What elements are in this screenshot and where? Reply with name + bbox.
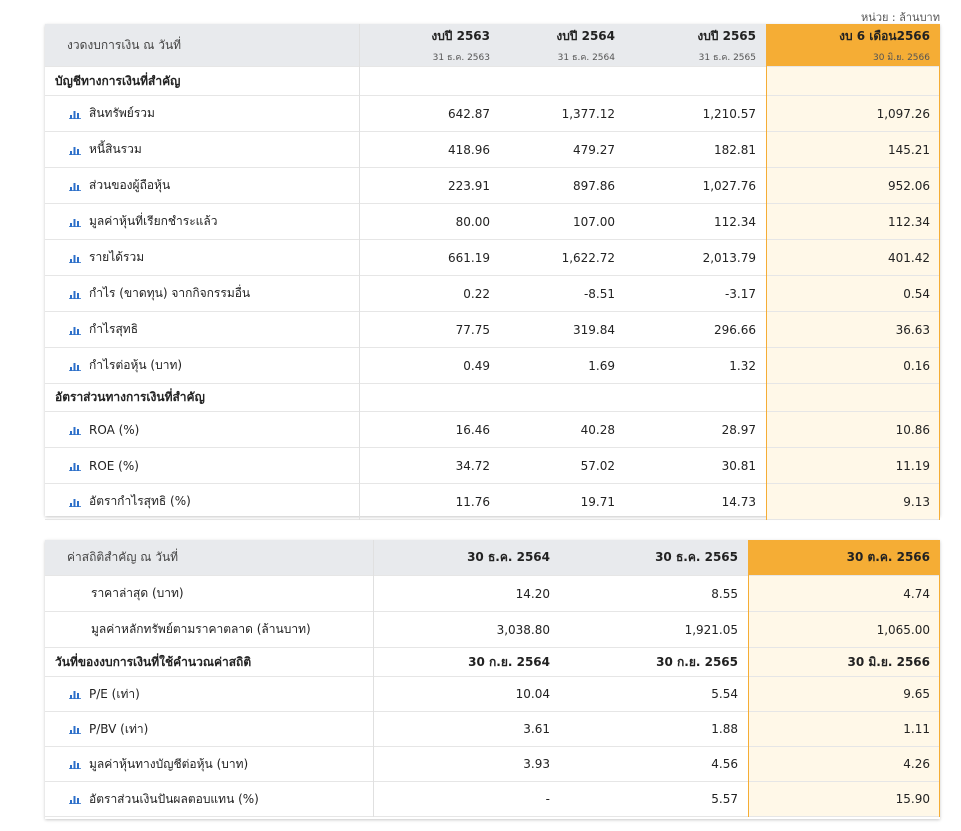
value-cell: 4.74	[748, 576, 940, 611]
table-row	[45, 96, 940, 132]
table-row	[45, 677, 940, 712]
value-cell: 3,038.80	[496, 622, 550, 637]
column-header	[359, 24, 500, 66]
value-cell: 10.04	[515, 687, 550, 701]
column-header: 30 ธ.ค. 2564	[467, 550, 550, 564]
highlight-edge	[748, 540, 749, 817]
column-period: งบปี 2563	[431, 28, 490, 43]
table-row	[45, 348, 940, 384]
row-label	[45, 448, 359, 483]
value-cell: -8.51	[583, 286, 615, 301]
row-label-text[interactable]: สินทรัพย์รวม	[89, 106, 155, 120]
bar-chart-icon[interactable]	[69, 724, 81, 734]
financial-statement-table	[45, 24, 940, 516]
row-label	[45, 484, 359, 519]
value-cell: 40.28	[580, 422, 615, 437]
row-label-text[interactable]: รายได้รวม	[89, 250, 145, 264]
value-cell: 319.84	[573, 322, 615, 337]
value-cell: 36.63	[766, 312, 940, 347]
row-label-text[interactable]: อัตรากำไรสุทธิ (%)	[89, 494, 191, 508]
bar-chart-icon[interactable]	[69, 181, 81, 191]
row-label	[45, 712, 373, 746]
section-title: วันที่ของงบการเงินที่ใช้คำนวณค่าสถิติ	[55, 654, 252, 669]
value-cell: 1,065.00	[748, 612, 940, 647]
value-cell: 897.86	[573, 178, 615, 193]
row-label-text[interactable]: ส่วนของผู้ถือหุ้น	[89, 178, 171, 192]
value-cell: 0.16	[766, 348, 940, 383]
value-cell: 34.72	[455, 458, 490, 473]
value-cell: 2,013.79	[702, 250, 756, 265]
value-cell: 661.19	[448, 250, 490, 265]
value-cell: 112.34	[714, 214, 756, 229]
value-cell: 1,027.76	[702, 178, 756, 193]
row-label-text[interactable]: หนี้สินรวม	[89, 142, 142, 156]
row-label-text[interactable]: กำไร (ขาดทุน) จากกิจกรรมอื่น	[89, 286, 251, 300]
row-label-text[interactable]: กำไรต่อหุ้น (บาท)	[89, 358, 183, 372]
bar-chart-icon[interactable]	[69, 253, 81, 263]
value-cell: 11.19	[766, 448, 940, 483]
value-cell: 14.73	[721, 494, 756, 509]
bar-chart-icon[interactable]	[69, 461, 81, 471]
row-label	[45, 96, 359, 131]
column-divider	[373, 540, 374, 817]
table-row	[45, 204, 940, 240]
row-label	[45, 240, 359, 275]
value-cell: -	[545, 792, 550, 806]
value-cell: 10.86	[766, 412, 940, 447]
value-cell: 28.97	[721, 422, 756, 437]
column-period: งบปี 2565	[697, 28, 756, 43]
unit-label: หน่วย : ล้านบาท	[861, 11, 940, 24]
row-label-text[interactable]: P/E (เท่า)	[89, 686, 140, 701]
row-label: มูลค่าหลักทรัพย์ตามราคาตลาด (ล้านบาท)	[91, 622, 311, 636]
row-label-text[interactable]: P/BV (เท่า)	[89, 721, 149, 736]
value-cell: 19.71	[580, 494, 615, 509]
column-period: งบ 6 เดือน2566	[839, 28, 930, 43]
column-header: 30 ธ.ค. 2565	[655, 550, 738, 564]
row-label	[45, 276, 359, 311]
row-label-text[interactable]: อัตราส่วนเงินปันผลตอบแทน (%)	[89, 791, 259, 806]
value-cell: 1,210.57	[702, 106, 756, 121]
value-cell: 1.88	[711, 722, 738, 736]
table-row	[45, 612, 940, 648]
row-label	[45, 312, 359, 347]
row-label-text[interactable]: กำไรสุทธิ	[89, 322, 139, 336]
table-header	[45, 540, 940, 576]
value-cell: 9.65	[748, 677, 940, 711]
bar-chart-icon[interactable]	[69, 361, 81, 371]
column-header	[766, 24, 940, 66]
value-cell: 1,622.72	[561, 250, 615, 265]
value-cell: 3.61	[523, 722, 550, 736]
bar-chart-icon[interactable]	[69, 759, 81, 769]
section-row	[45, 648, 940, 677]
column-header: 30 ต.ค. 2566	[748, 540, 940, 575]
table-row	[45, 712, 940, 747]
value-cell: 479.27	[573, 142, 615, 157]
column-divider	[359, 24, 360, 520]
value-cell: 1.32	[729, 358, 756, 373]
value-cell: 4.26	[748, 747, 940, 781]
section-value: 30 ก.ย. 2564	[468, 654, 550, 669]
value-cell: 401.42	[766, 240, 940, 275]
value-cell: 296.66	[714, 322, 756, 337]
value-cell: 1,097.26	[766, 96, 940, 131]
value-cell: 3.93	[523, 757, 550, 771]
table-row	[45, 747, 940, 782]
value-cell: 11.76	[455, 494, 490, 509]
column-header	[500, 24, 625, 66]
row-label	[45, 412, 359, 447]
bar-chart-icon[interactable]	[69, 217, 81, 227]
table-header	[45, 24, 940, 67]
table-row	[45, 576, 940, 612]
highlight-edge	[766, 24, 767, 520]
row-label	[45, 168, 359, 203]
row-label	[45, 204, 359, 239]
table-row	[45, 782, 940, 817]
value-cell: 9.13	[766, 484, 940, 519]
value-cell: 4.56	[711, 757, 738, 771]
value-cell: 15.90	[748, 782, 940, 816]
bar-chart-icon[interactable]	[69, 109, 81, 119]
highlight-cell	[766, 67, 940, 95]
row-label-text[interactable]: ROA (%)	[89, 422, 140, 437]
column-period: งบปี 2564	[556, 28, 615, 43]
table-row	[45, 276, 940, 312]
column-date: 31 ธ.ค. 2565	[698, 52, 756, 63]
value-cell: 30.81	[721, 458, 756, 473]
highlight-edge	[939, 24, 940, 520]
value-cell: 223.91	[448, 178, 490, 193]
value-cell: 16.46	[455, 422, 490, 437]
row-label-text[interactable]: ROE (%)	[89, 458, 139, 473]
row-label	[45, 348, 359, 383]
value-cell: 145.21	[766, 132, 940, 167]
value-cell: 77.75	[455, 322, 490, 337]
bar-chart-icon[interactable]	[69, 145, 81, 155]
table-row	[45, 484, 940, 520]
column-header	[625, 24, 766, 66]
value-cell: 5.54	[711, 687, 738, 701]
value-cell: 1.69	[588, 358, 615, 373]
row-label-text[interactable]: มูลค่าหุ้นที่เรียกชำระแล้ว	[89, 214, 218, 228]
header-title: งวดงบการเงิน ณ วันที่	[67, 37, 182, 52]
column-date: 30 มิ.ย. 2566	[872, 52, 930, 63]
row-label	[45, 132, 359, 167]
row-label	[45, 677, 373, 711]
highlight-edge	[939, 540, 940, 817]
row-label	[45, 782, 373, 816]
value-cell: 952.06	[766, 168, 940, 203]
header-title: ค่าสถิติสำคัญ ณ วันที่	[67, 550, 179, 564]
value-cell: 642.87	[448, 106, 490, 121]
section-row	[45, 384, 940, 412]
bar-chart-icon[interactable]	[69, 425, 81, 435]
value-cell: 418.96	[448, 142, 490, 157]
section-row	[45, 67, 940, 96]
value-cell: 0.54	[766, 276, 940, 311]
bar-chart-icon[interactable]	[69, 325, 81, 335]
highlight-cell	[766, 384, 940, 411]
row-label: ราคาล่าสุด (บาท)	[91, 586, 184, 600]
value-cell: 14.20	[515, 586, 550, 601]
row-label	[45, 747, 373, 781]
row-label-text[interactable]: มูลค่าหุ้นทางบัญชีต่อหุ้น (บาท)	[89, 756, 249, 771]
value-cell: 5.57	[711, 792, 738, 806]
table-row	[45, 312, 940, 348]
section-value: 30 มิ.ย. 2566	[748, 648, 940, 676]
column-date: 31 ธ.ค. 2563	[432, 52, 490, 63]
value-cell: 182.81	[714, 142, 756, 157]
section-title: บัญชีทางการเงินที่สำคัญ	[55, 73, 181, 88]
section-title: อัตราส่วนทางการเงินที่สำคัญ	[55, 390, 205, 404]
table-row	[45, 412, 940, 448]
bar-chart-icon[interactable]	[69, 689, 81, 699]
table-row	[45, 168, 940, 204]
value-cell: 1,377.12	[561, 106, 615, 121]
table-row	[45, 448, 940, 484]
value-cell: 0.22	[463, 286, 490, 301]
value-cell: 107.00	[573, 214, 615, 229]
value-cell: 1.11	[748, 712, 940, 746]
value-cell: 57.02	[580, 458, 615, 473]
section-value: 30 ก.ย. 2565	[656, 654, 738, 669]
value-cell: 112.34	[766, 204, 940, 239]
value-cell: -3.17	[724, 286, 756, 301]
value-cell: 0.49	[463, 358, 490, 373]
value-cell: 1,921.05	[684, 622, 738, 637]
value-cell: 80.00	[455, 214, 490, 229]
bar-chart-icon[interactable]	[69, 497, 81, 507]
key-statistics-table	[45, 540, 940, 819]
table-row	[45, 132, 940, 168]
bar-chart-icon[interactable]	[69, 289, 81, 299]
value-cell: 8.55	[711, 586, 738, 601]
bar-chart-icon[interactable]	[69, 794, 81, 804]
column-date: 31 ธ.ค. 2564	[557, 52, 615, 63]
table-row	[45, 240, 940, 276]
